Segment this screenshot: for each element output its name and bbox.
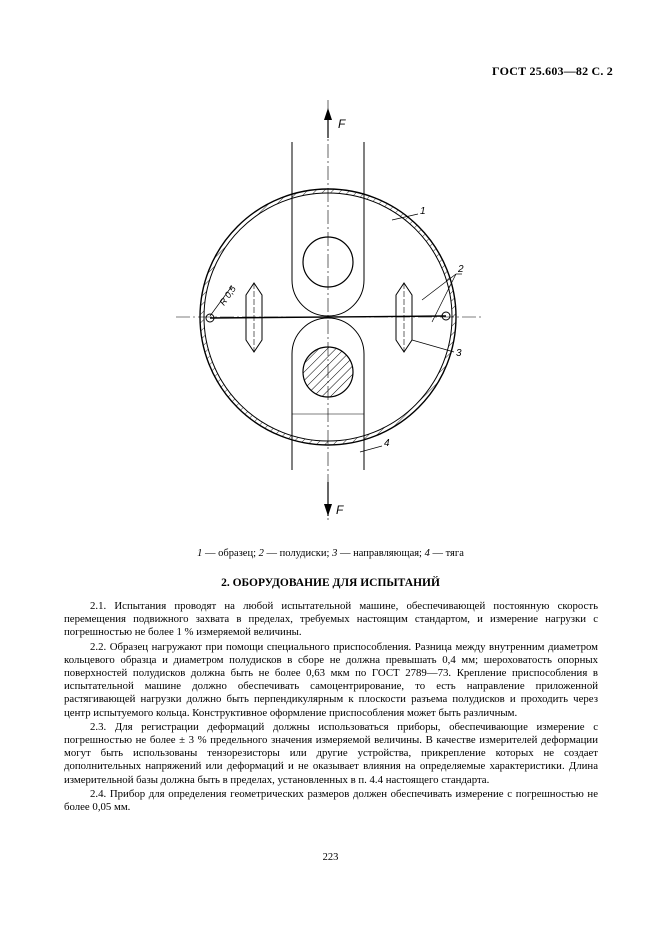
caption-text-4: — тяга [429, 548, 464, 559]
section-body [64, 600, 598, 815]
section-title: 2. ОБОРУДОВАНИЕ ДЛЯ ИСПЫТАНИЙ [221, 577, 440, 589]
caption-num-3: 3 [332, 548, 338, 559]
caption-num-2: 2 [258, 548, 264, 559]
paragraph-2-3: 2.3. Для регистрации деформаций должны использоваться приборы, обеспечивающие измерение с погрешностью не более ± 3 % предельного значения измеряемой величины. В качестве измерителей деформации могут быть использованы тензорезисторы или другие устройства, прикрепление которых не создает дополнительных напряжений или деформаций и не оказывает влияния на определяемые характеристики. Длина измерительной базы должна быть в пределах, установленных в п. 4.4 настоящего стандарта. [64, 720, 598, 786]
callout-label-3: 3 [456, 348, 462, 359]
force-arrow-top [324, 108, 346, 138]
caption-text-1: — образец; [202, 548, 259, 559]
callout-3 [412, 340, 462, 359]
force-label-bottom: F [336, 503, 344, 517]
paragraph-2-2: 2.2. Образец нагружают при помощи специального приспособления. Разница между внутренним диаметром кольцевого образца и диаметром полудисков в сборе не должна превышать 0,4 мм; шероховатость опорных поверхностей полудисков должна быть не более 0,63 мкм по ГОСТ 2789—73. Крепление приспособления в испытательной машине должно обеспечивать самоцентрирование, то есть направление приложенной растягивающей нагрузки должно быть перпендикулярным к плоскости разъема полудисков и проходить через центр испытуемого кольца. Конструктивное оформление приспособления может быть различным. [64, 640, 598, 719]
guide-right [396, 283, 412, 352]
caption-num-1: 1 [197, 548, 203, 559]
callout-label-1: 1 [420, 206, 426, 217]
force-label-top: F [338, 117, 346, 131]
paragraph-2-4: 2.4. Прибор для определения геометрических размеров должен обеспечивать измерение с погрешностью не более 0,05 мм. [64, 787, 598, 814]
callout-label-4: 4 [384, 438, 390, 449]
figure-caption [0, 548, 661, 559]
radius-annotation [210, 283, 239, 316]
fixture-drawing-svg [170, 90, 500, 530]
page-number: 223 [322, 852, 339, 863]
paragraph-2-1: 2.1. Испытания проводят на любой испытательной машине, обеспечивающей постоянную скорость перемещения подвижного захвата в пределах, требуемых настоящим стандартом, и измерение нагрузки с погрешностью не более 1 % измеряемой величины. [64, 600, 598, 639]
force-arrow-bottom [324, 482, 344, 517]
document-header: ГОСТ 25.603—82 С. 2 [492, 64, 613, 78]
caption-num-4: 4 [424, 548, 430, 559]
caption-text-3: — направляющая; [337, 548, 425, 559]
fixture-drawing [170, 90, 500, 530]
caption-text-2: — полудиски; [263, 548, 333, 559]
radius-label: R 0,5 [217, 283, 238, 308]
lower-pin-section [303, 347, 353, 397]
half-disc-parting-line [210, 316, 446, 318]
callout-label-2: 2 [458, 264, 464, 275]
